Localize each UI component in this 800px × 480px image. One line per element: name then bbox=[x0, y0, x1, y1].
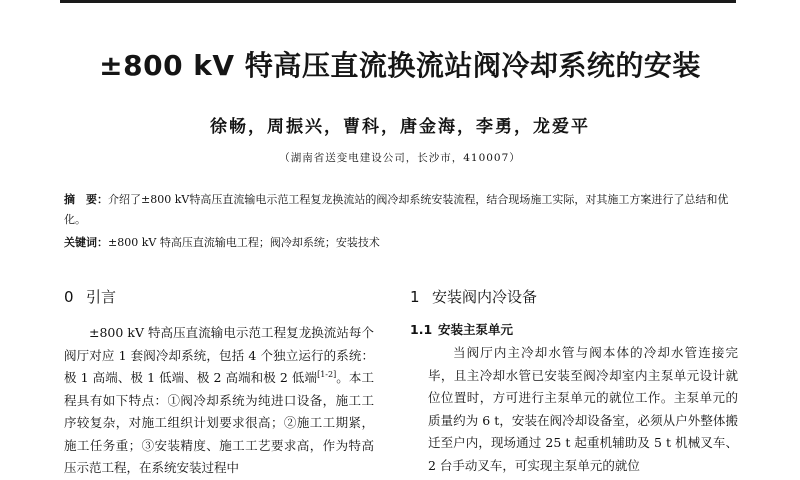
section-0-title: 引言 bbox=[86, 288, 117, 306]
left-column bbox=[64, 322, 374, 480]
section-1-heading bbox=[410, 286, 537, 307]
abstract-text: 介绍了±800 kV特高压直流输电示范工程复龙换流站的阀冷却系统安装流程，结合现场施工实际，对其施工方案进行了总结和优化。 bbox=[64, 193, 729, 226]
keywords-text: ±800 kV 特高压直流输电工程；阀冷却系统；安装技术 bbox=[108, 236, 380, 249]
keywords-label: 关键词： bbox=[64, 236, 108, 249]
citation-ref: [1-2] bbox=[317, 369, 337, 379]
right-column bbox=[428, 342, 738, 477]
section-0-heading bbox=[64, 286, 116, 307]
section-1-1-number: 1.1 bbox=[410, 322, 433, 337]
paper-title: ±800 kV 特高压直流换流站阀冷却系统的安装 bbox=[99, 49, 701, 82]
intro-paragraph bbox=[64, 322, 374, 480]
affiliation: （湖南省送变电建设公司，长沙市，410007） bbox=[279, 152, 521, 164]
section-0-number: 0 bbox=[64, 288, 74, 306]
abstract-label: 摘 要： bbox=[64, 193, 108, 206]
top-rule bbox=[60, 0, 736, 3]
intro-text-a: ±800 kV 特高压直流输电示范工程复龙换流站每个阀厅对应 1 套阀冷却系统，包括 4 个独立运行的系统：极 1 高端、极 1 低端、极 2 高端和极 2 低端 bbox=[64, 325, 374, 385]
abstract bbox=[64, 190, 740, 230]
keywords bbox=[64, 234, 740, 252]
section-1-title: 安装阀内冷设备 bbox=[432, 288, 538, 306]
author-list: 徐畅，周振兴，曹科，唐金海，李勇，龙爱平 bbox=[210, 117, 590, 137]
section-1-number: 1 bbox=[410, 288, 420, 306]
section-1-1-title: 安装主泵单元 bbox=[438, 322, 514, 337]
section-1-1-paragraph: 当阀厅内主冷却水管与阀本体的冷却水管连接完毕，且主冷却水管已安装至阀冷却室内主泵单元设计就位位置时，方可进行主泵单元的就位工作。主泵单元的质量约为 6 t，安装在阀冷却设备室，必须从户外整体搬迁至户内，现场通过 25 t 起重机辅助及 5 t 机械叉车、2 台手动叉车，可实现主泵单元的就位 bbox=[428, 345, 738, 473]
intro-text-b: 。本工程具有如下特点：①阀冷却系统为纯进口设备，施工工序较复杂，对施工组织计划要求很高；②施工工期紧，施工任务重；③安装精度、施工工艺要求高，作为特高压示范工程，在系统安装过程中 bbox=[64, 370, 374, 475]
section-1-1-heading bbox=[410, 320, 513, 338]
